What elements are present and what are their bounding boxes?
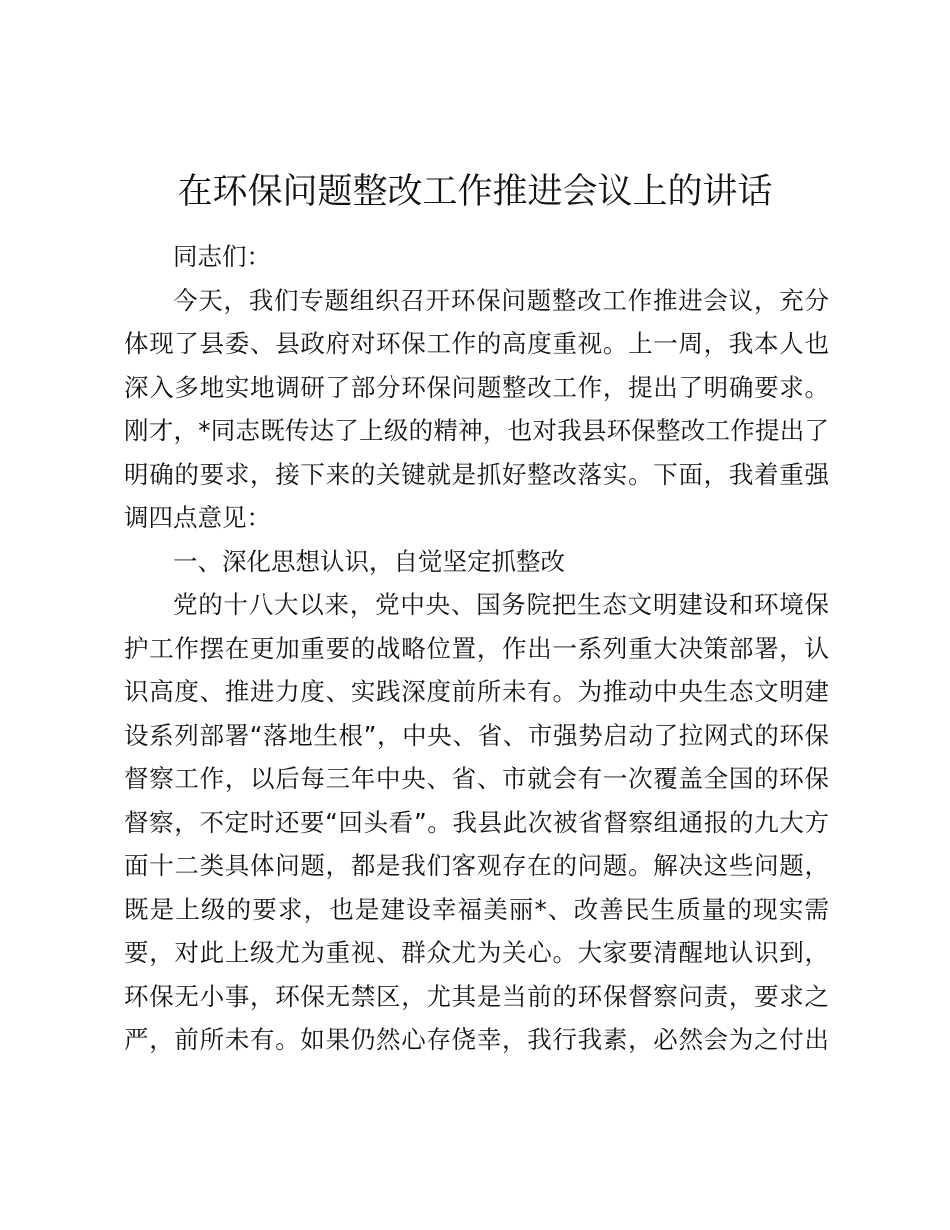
body-line: 督察工作，以后每三年中央、省、市就会有一次覆盖全国的环保 [124,764,829,793]
body-line: 今天，我们专题组织召开环保问题整改工作推进会议，充分 [173,285,829,315]
body-line: 深入多地实地调研了部分环保问题整改工作，提出了明确要求。 [124,372,829,402]
body-line: 设系列部署“落地生根”，中央、省、市强势启动了拉网式的环保 [124,720,829,750]
body-line: 识高度、推进力度、实践深度前所未有。为推动中央生态文明建 [124,677,829,706]
body-line: 护工作摆在更加重要的战略位置，作出一系列重大决策部署，认 [124,633,829,663]
body-line: 体现了县委、县政府对环保工作的高度重视。上一周，我本人也 [124,329,829,358]
body-line: 环保无小事，环保无禁区，尤其是当前的环保督察问责，要求之 [124,981,829,1011]
body-line: 既是上级的要求，也是建设幸福美丽*、改善民生质量的现实需 [124,894,829,924]
body-line: 调四点意见： [124,503,271,532]
body-line: 严，前所未有。如果仍然心存侥幸，我行我素，必然会为之付出 [124,1025,829,1054]
body-line: 面十二类具体问题，都是我们客观存在的问题。解决这些问题， [124,851,829,880]
body-line: 要，对此上级尤为重视、群众尤为关心。大家要清醒地认识到， [124,938,829,967]
body-line: 明确的要求，接下来的关键就是抓好整改落实。下面，我着重强 [124,459,829,489]
body-line: 同志们： [173,242,271,271]
document-body [124,235,829,1062]
body-line: 党的十八大以来，党中央、国务院把生态文明建设和环境保 [173,590,829,619]
body-line: 一、深化思想认识，自觉坚定抓整改 [173,546,565,576]
body-line: 刚才，*同志既传达了上级的精神，也对我县环保整改工作提出了 [124,416,829,445]
body-line: 督察，不定时还要“回头看”。我县此次被省督察组通报的九大方 [124,807,829,837]
document-title: 在环保问题整改工作推进会议上的讲话 [177,172,773,212]
